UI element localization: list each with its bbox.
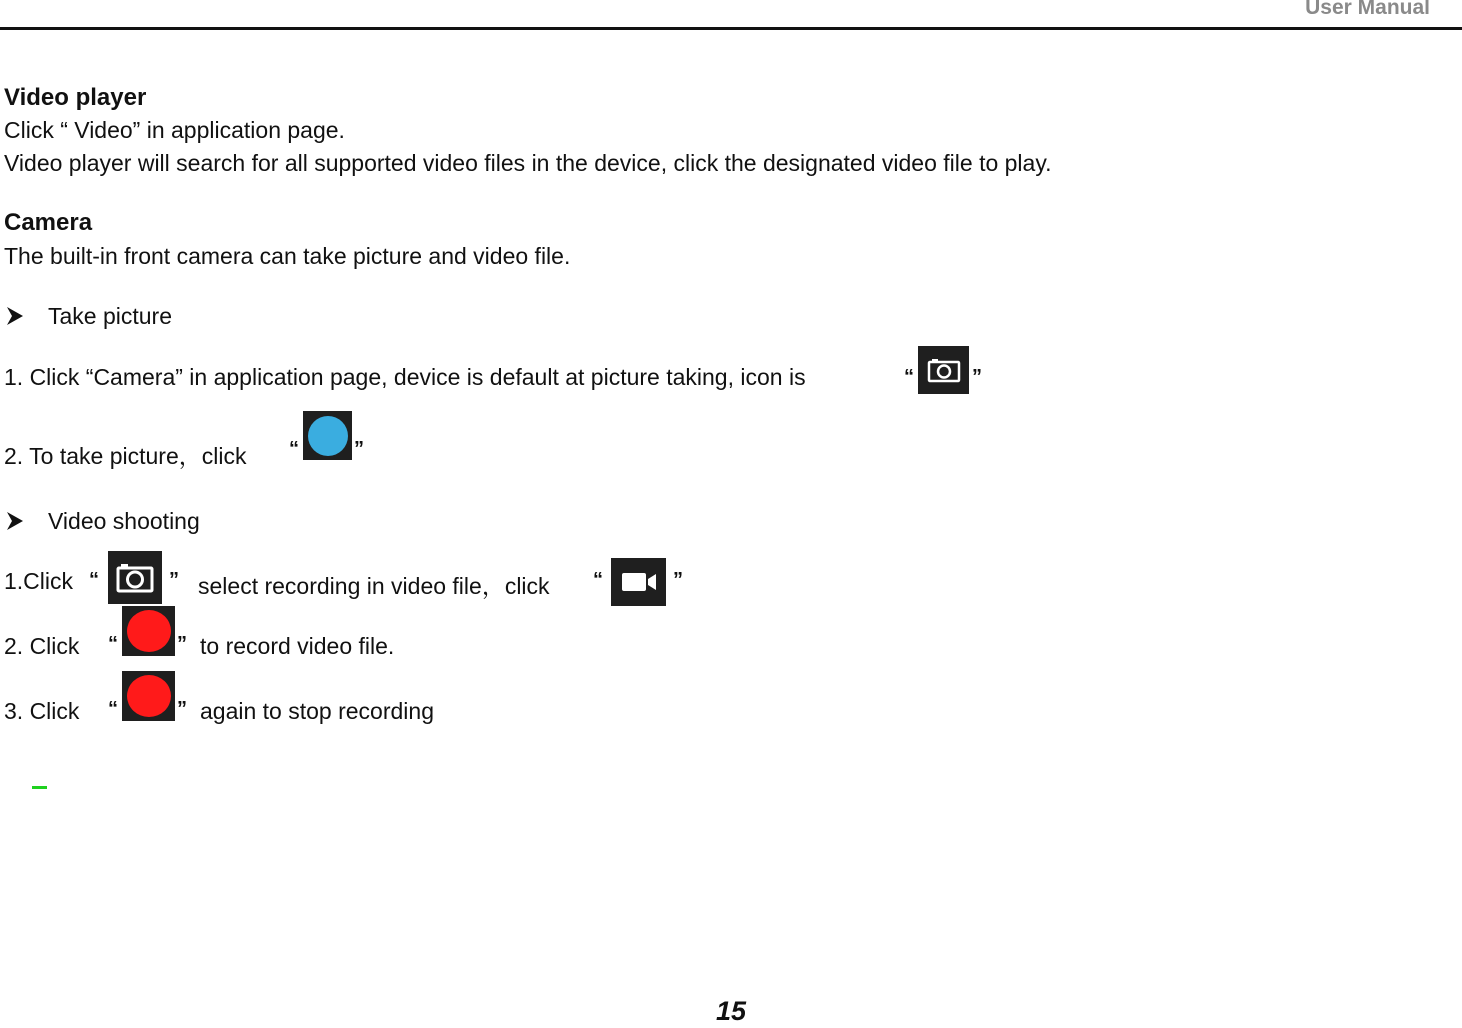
close-quote: ” xyxy=(177,698,187,720)
video-step1-middle: select recording in video file，click xyxy=(198,573,550,599)
video-player-line1: Click “ Video” in application page. xyxy=(4,117,345,143)
header-title: User Manual xyxy=(1305,0,1430,19)
video-step1-prefix: 1.Click xyxy=(4,568,74,594)
camera-intro: The built-in front camera can take picture and video file. xyxy=(4,243,571,269)
open-quote: “ xyxy=(108,698,118,720)
blue-shutter-icon xyxy=(303,411,352,460)
close-quote: ” xyxy=(177,633,187,655)
video-step2-suffix: to record video file. xyxy=(200,633,395,659)
camera-icon xyxy=(108,551,162,604)
camera-heading: Camera xyxy=(4,209,93,236)
video-player-heading: Video player xyxy=(4,84,147,111)
page-number: 15 xyxy=(715,996,747,1026)
camera-icon xyxy=(918,346,969,394)
close-quote: ” xyxy=(972,366,982,388)
arrow-bullet-icon xyxy=(6,511,24,531)
green-dash-mark xyxy=(32,786,47,789)
close-quote: ” xyxy=(169,569,179,591)
open-quote: “ xyxy=(593,569,603,591)
take-picture-step2: 2. To take picture，click xyxy=(4,443,247,469)
arrow-bullet-icon xyxy=(6,306,24,326)
take-picture-step1: 1. Click “Camera” in application page, device is default at picture taking, icon is xyxy=(4,364,806,390)
open-quote: “ xyxy=(89,569,99,591)
video-step3-suffix: again to stop recording xyxy=(200,698,434,724)
close-quote: ” xyxy=(673,569,683,591)
red-record-icon xyxy=(122,671,175,721)
header-divider xyxy=(0,27,1462,30)
video-step2-prefix: 2. Click xyxy=(4,633,80,659)
video-player-line2: Video player will search for all supported video files in the device, click the designated video file to play. xyxy=(4,150,1052,176)
open-quote: “ xyxy=(289,438,299,460)
close-quote: ” xyxy=(354,438,364,460)
open-quote: “ xyxy=(904,366,914,388)
take-picture-bullet: Take picture xyxy=(48,303,173,329)
red-record-icon xyxy=(122,606,175,656)
video-step3-prefix: 3. Click xyxy=(4,698,80,724)
video-shooting-bullet: Video shooting xyxy=(48,508,200,534)
open-quote: “ xyxy=(108,633,118,655)
video-camera-icon xyxy=(611,558,666,606)
